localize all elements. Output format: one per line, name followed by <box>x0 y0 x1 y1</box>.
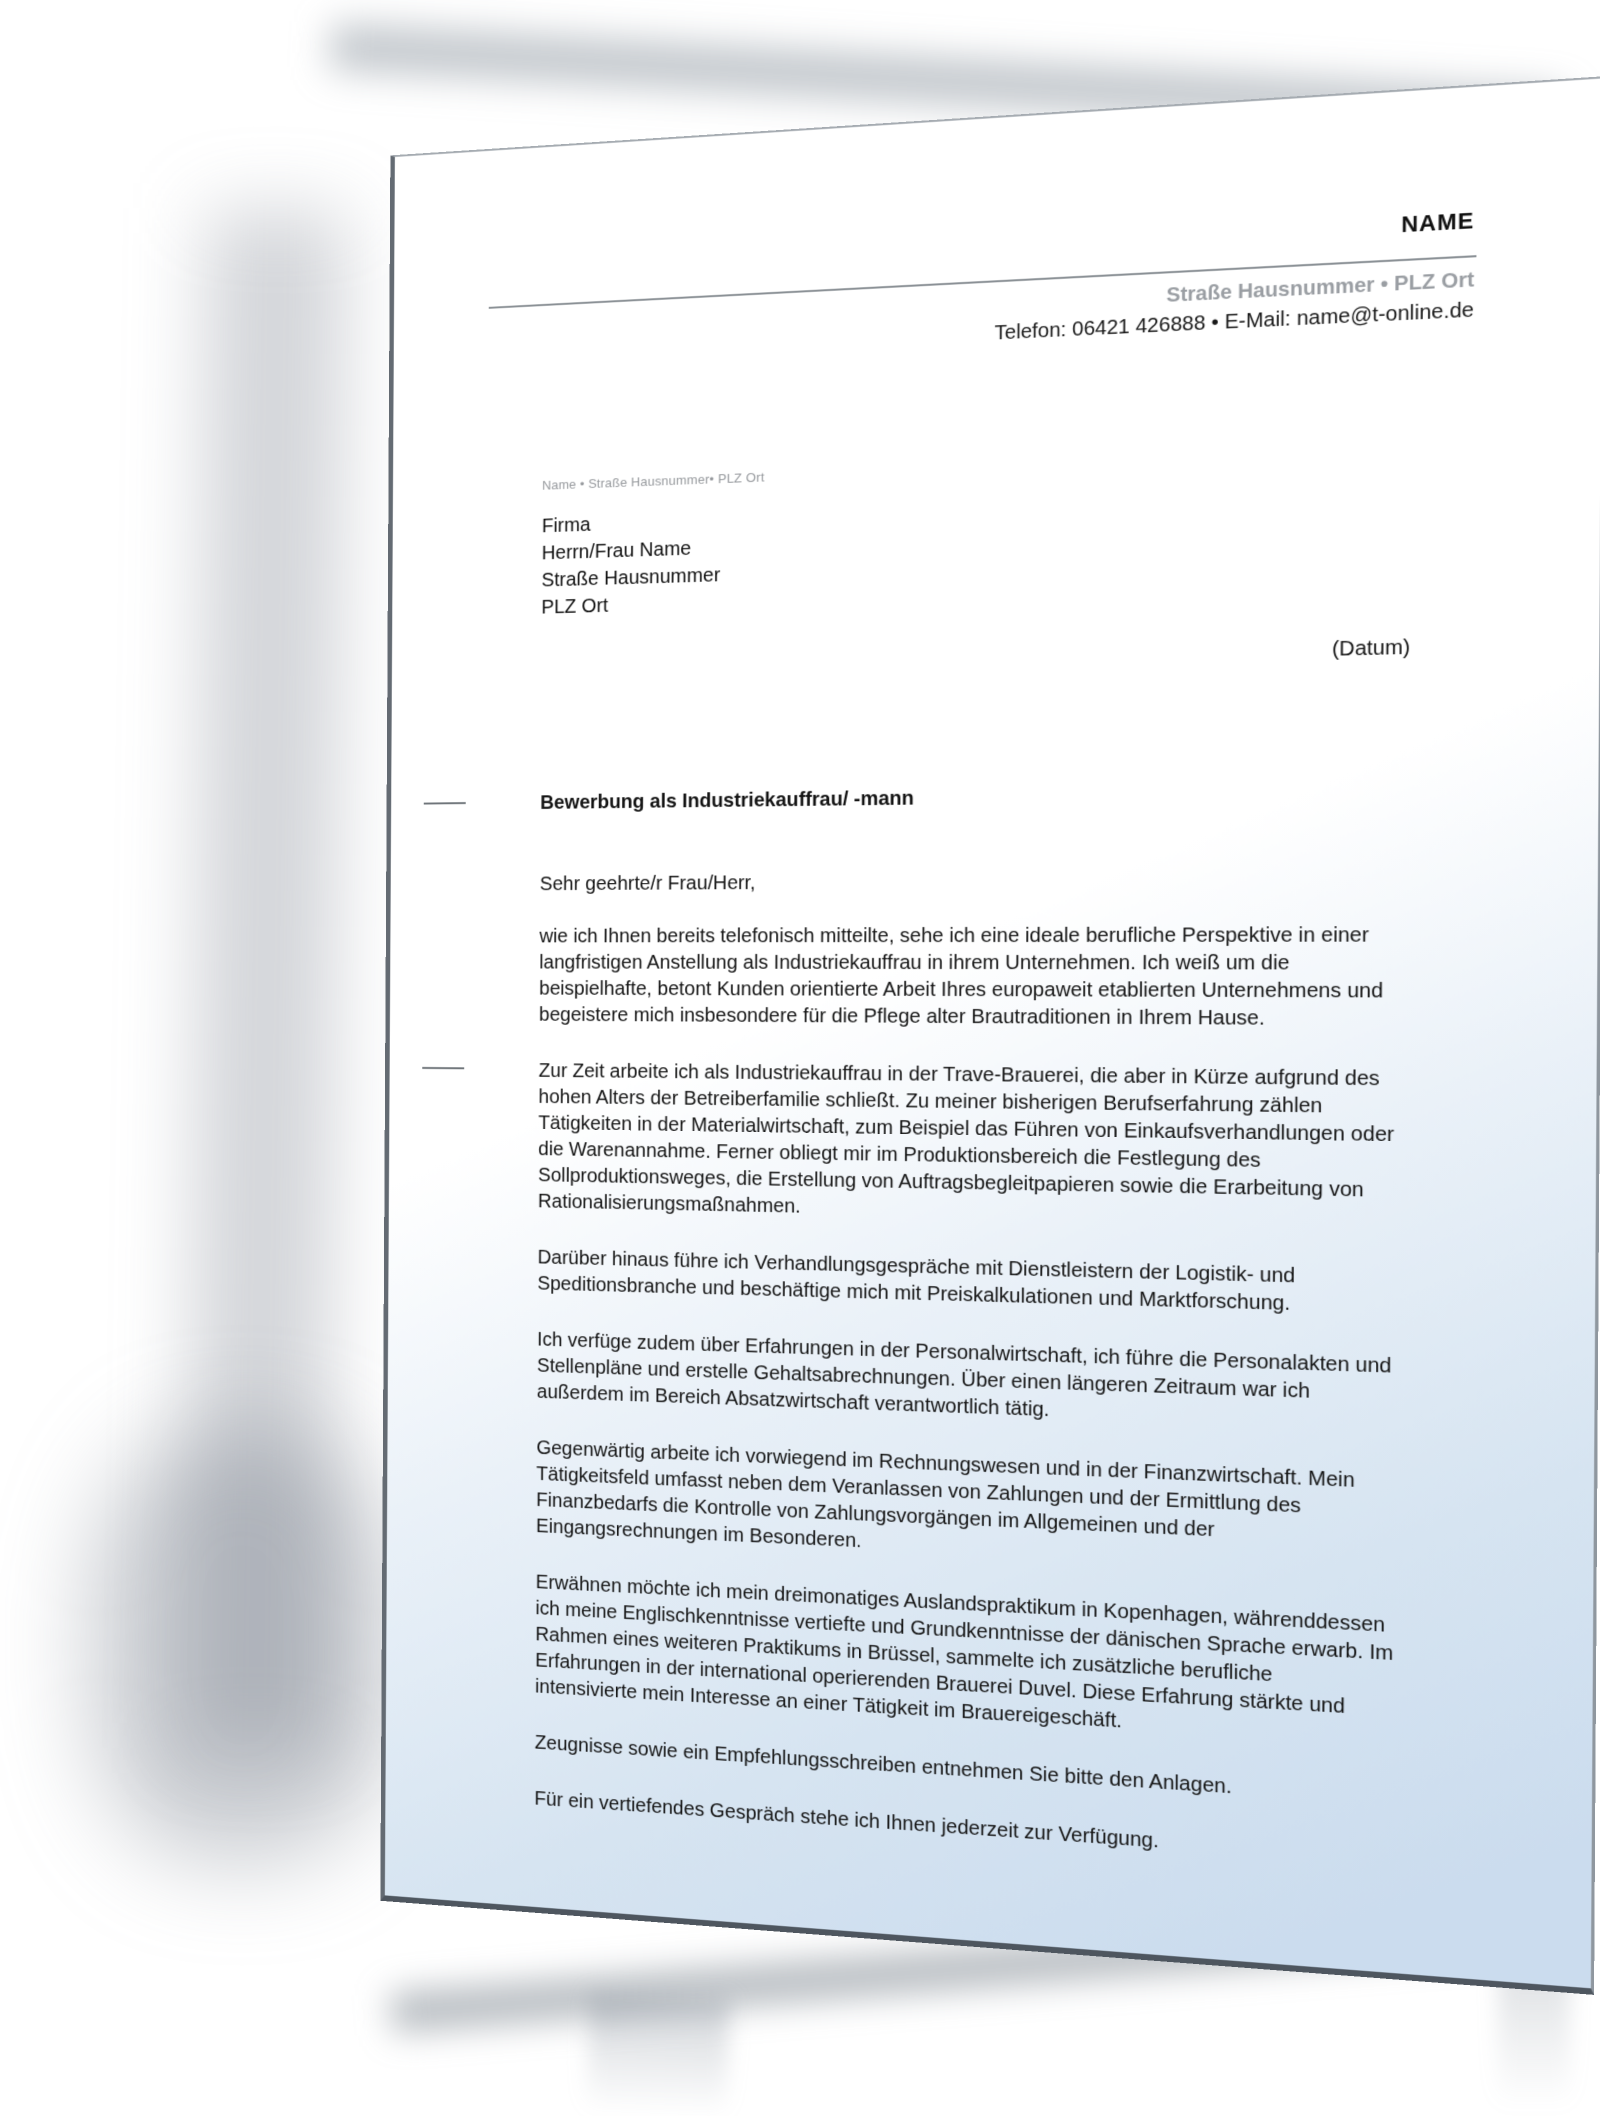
body-paragraph: Erwähnen möchte ich mein dreimonatiges Auslandspraktikum in Kopenhagen, währenddessen ich meine Englischkenntnisse vertiefte und Grundkenntnisse der dänischen Sprache erwarb. Im Rahmen eines weiteren Praktikums in Brüssel, sammelte ich zusätzliche berufliche Erfahrungen in der international operierenden Brauerei Duvel. Diese Erfahrung stärkte und intensivierte mein Interesse an einer Tätigkeit im Brauereigeschäft. <box>535 1570 1394 1733</box>
page-left-shadow <box>185 209 346 1751</box>
body-paragraph: wie ich Ihnen bereits telefonisch mitteilte, sehe ich eine ideale berufliche Perspektive in einer langfristigen Anstellung als Industriekauffrau in ihrem Unternehmen. Ich weiß um die beispielhafte, betont Kunden orientierte Arbeit Ihres europaweit etablierten Unternehmens und begeistere mich insbesondere für die Pflege alter Brautraditionen in Ihrem Hause. <box>538 923 1384 1030</box>
body-paragraph: Ich verfüge zudem über Erfahrungen in der Personalwirtschaft, ich führe die Personalakten und Stellenpläne und erstelle Gehaltsabrechnungen. Über einen längeren Zeitraum war ich außerdem im Bereich Absatzwirtschaft verantwortlich tätig. <box>536 1328 1392 1422</box>
letter-body <box>534 777 1493 1909</box>
return-address-line: Name • Straße Hausnummer• PLZ Ort <box>542 469 765 493</box>
fold-mark-top <box>424 802 466 804</box>
body-paragraph: Zur Zeit arbeite ich als Industriekauffrau in der Trave-Brauerei, die aber in Kürze aufgrund des hohen Alters der Betreiberfamilie schließt. Zu meiner bisherigen Berufserfahrung zählen Tätigkeiten in der Materialwirtschaft, zum Beispiel das Führen von Einkaufsverhandlungen oder die Warenannahme. Ferner obliegt mir im Produktionsbereich die Festlegung des Sollproduktionsweges, die Erstellung von Auftragsbegleitpapieren sowie die Erarbeitung von Rationalisierungsmaßnahmen. <box>537 1059 1395 1218</box>
salutation: Sehr geehrte/r Frau/Herr, <box>539 871 756 895</box>
fold-mark-middle <box>422 1067 464 1069</box>
sender-address-line: Straße Hausnummer • PLZ Ort <box>1166 267 1475 307</box>
body-paragraph: Für ein vertiefendes Gespräch stehe ich Ihnen jederzeit zur Verfügung. <box>534 1787 1159 1853</box>
letter-page <box>380 76 1600 1995</box>
sender-contact-line: Telefon: 06421 426888 • E-Mail: name@t-online.de <box>994 297 1475 345</box>
recipient-address-block: Firma Herrn/Frau Name Straße Hausnummer PLZ Ort <box>541 513 721 619</box>
subject-line: Bewerbung als Industriekauffrau/ -mann <box>540 786 915 814</box>
page-reflection <box>586 1994 730 2116</box>
page-corner-shadow <box>92 1430 392 1860</box>
date-placeholder: (Datum) <box>1331 635 1411 661</box>
body-paragraph: Zeugnisse sowie ein Empfehlungsschreiben entnehmen Sie bitte den Anlagen. <box>534 1731 1232 1799</box>
body-paragraph: Gegenwärtig arbeite ich vorwiegend im Rechnungswesen und in der Finanzwirtschaft. Mein Tätigkeitsfeld umfasst neben dem Veranlassen von Zahlungen und der Ermittlung des Finanzbedarfs die Kontrolle von Zahlungsvorgängen im Allgemeinen und der Eingangsrechnungen im Besonderen. <box>535 1436 1355 1553</box>
sender-name: NAME <box>1401 207 1475 238</box>
body-paragraph: Darüber hinaus führe ich Verhandlungsgespräche mit Dienstleistern der Logistik- und Speditionsbranche und beschäftige mich mit Preiskalkulationen und Marktforschung. <box>537 1245 1296 1315</box>
